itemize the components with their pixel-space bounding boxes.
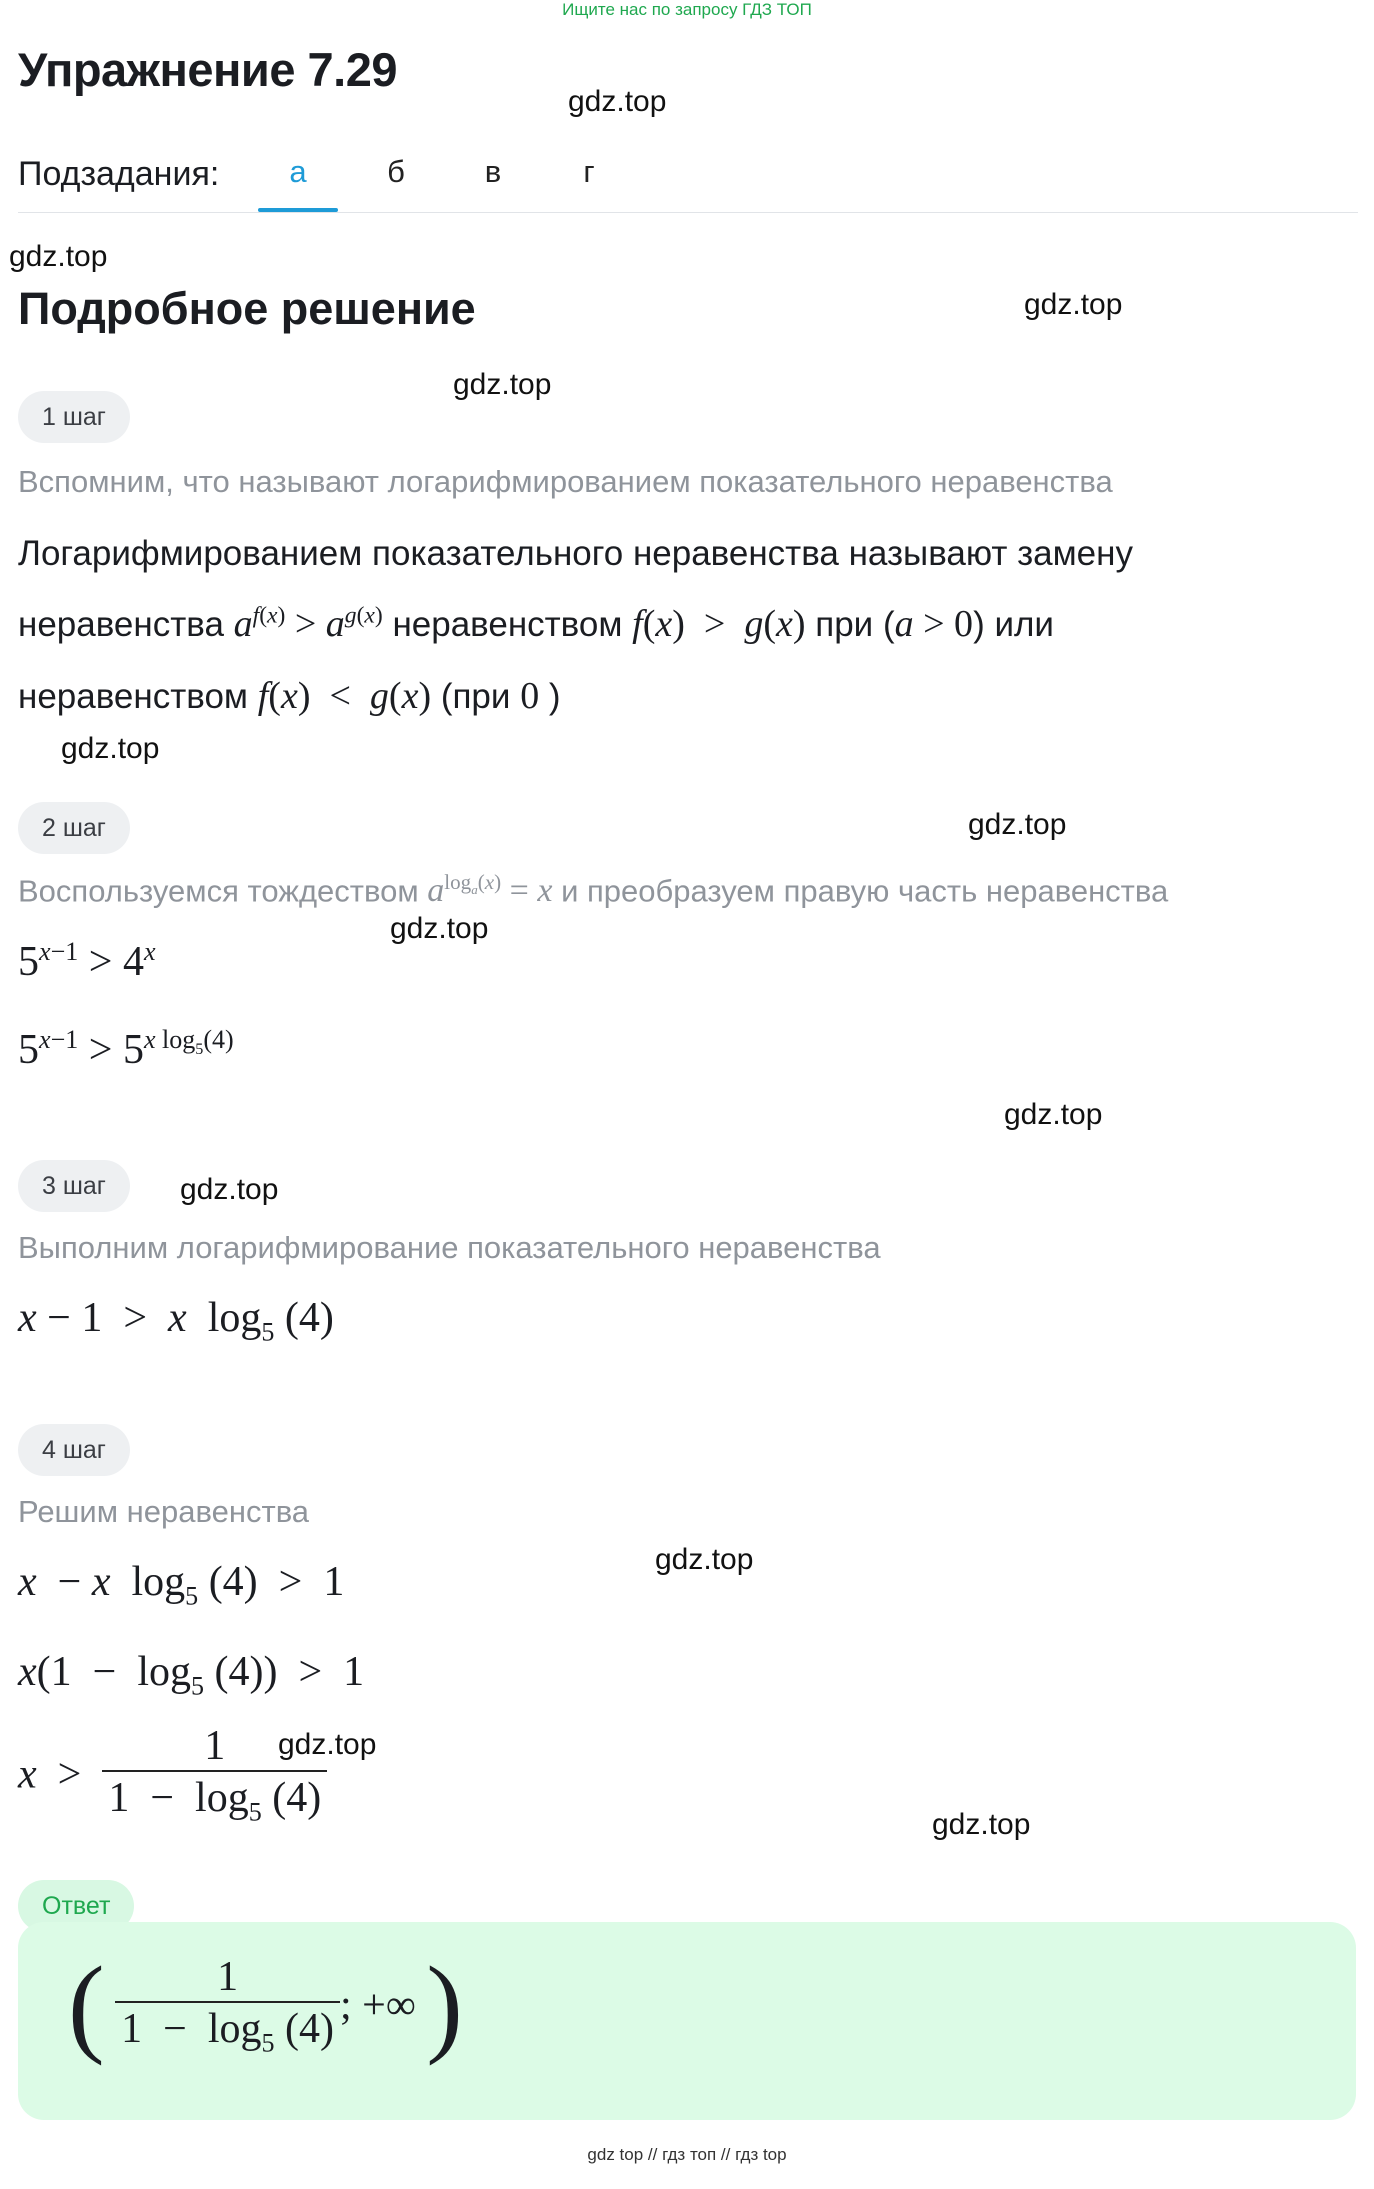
step-1-hint: Вспомним, что называют логарифмированием показательного неравенства: [18, 464, 1113, 499]
watermark: gdz.top: [932, 1808, 1031, 1841]
step-1-label: 1 шаг: [18, 391, 130, 443]
step-4-formula-3: x > $\frac{1}{1 - \log_5 (4)}$: [18, 1722, 327, 1827]
step-1-text-line2: неравенства $a^{f(x)} > a^{g(x)}$ неравенством f(x) > g(x) при (a > 0) или: [18, 602, 1054, 645]
watermark: gdz.top: [968, 808, 1067, 841]
tabs-divider: [18, 212, 1358, 213]
tab-v[interactable]: в: [484, 154, 502, 189]
step-3-hint: Выполним логарифмирование показательного неравенства: [18, 1230, 881, 1265]
step-2-hint: Воспользуемся тождеством $a^{log_a(x)} = x$ и преобразуем правую часть неравенства: [18, 870, 1169, 910]
watermark: gdz.top: [1024, 288, 1123, 321]
top-banner: Ищите нас по запросу ГДЗ ТОП: [562, 0, 812, 19]
step-3-label: 3 шаг: [18, 1160, 130, 1212]
watermark: gdz.top: [655, 1543, 754, 1576]
tab-g[interactable]: г: [583, 154, 595, 189]
step-2-formula-1: $5^{x-1} > 4^x$: [18, 937, 156, 985]
answer-label: Ответ: [18, 1880, 134, 1932]
step-3-formula: x − 1 > x $\log_5 (4)$: [18, 1295, 334, 1347]
step-1-text-line1: Логарифмированием показательного неравенства называют замену: [18, 534, 1133, 573]
watermark: gdz.top: [9, 240, 108, 273]
footer: gdz top // гдз топ // гдз top: [587, 2145, 787, 2164]
tab-a[interactable]: а: [289, 154, 307, 189]
watermark: gdz.top: [1004, 1098, 1103, 1131]
step-4-formula-2: $x(1 - \log_5 (4)) > 1$: [18, 1649, 365, 1701]
step-1-text-line3: неравенством f(x) < g(x) (при 0 ): [18, 675, 561, 717]
watermark: gdz.top: [278, 1728, 377, 1761]
step-4-hint: Решим неравенства: [18, 1494, 310, 1529]
subtasks-label: Подзадания:: [18, 155, 220, 193]
step-4-formula-1: x − x $\log_5 (4) > 1$: [18, 1559, 345, 1611]
active-tab-indicator: [258, 208, 338, 212]
tab-b[interactable]: б: [387, 154, 405, 189]
step-2-formula-2: $5^{x-1} > 5^{x log_5(4)}$: [18, 1025, 234, 1073]
watermark: gdz.top: [453, 368, 552, 401]
watermark: gdz.top: [390, 912, 489, 945]
step-2-label: 2 шаг: [18, 802, 130, 854]
page-title: Упражнение 7.29: [18, 43, 397, 96]
answer-formula: ( $\frac{1}{1 - \log_5 (4)}$ ; +∞ ): [68, 1944, 463, 2066]
watermark: gdz.top: [61, 732, 160, 765]
watermark: gdz.top: [180, 1173, 279, 1206]
solution-title: Подробное решение: [18, 283, 476, 334]
watermark: gdz.top: [568, 85, 667, 118]
step-4-label: 4 шаг: [18, 1424, 130, 1476]
